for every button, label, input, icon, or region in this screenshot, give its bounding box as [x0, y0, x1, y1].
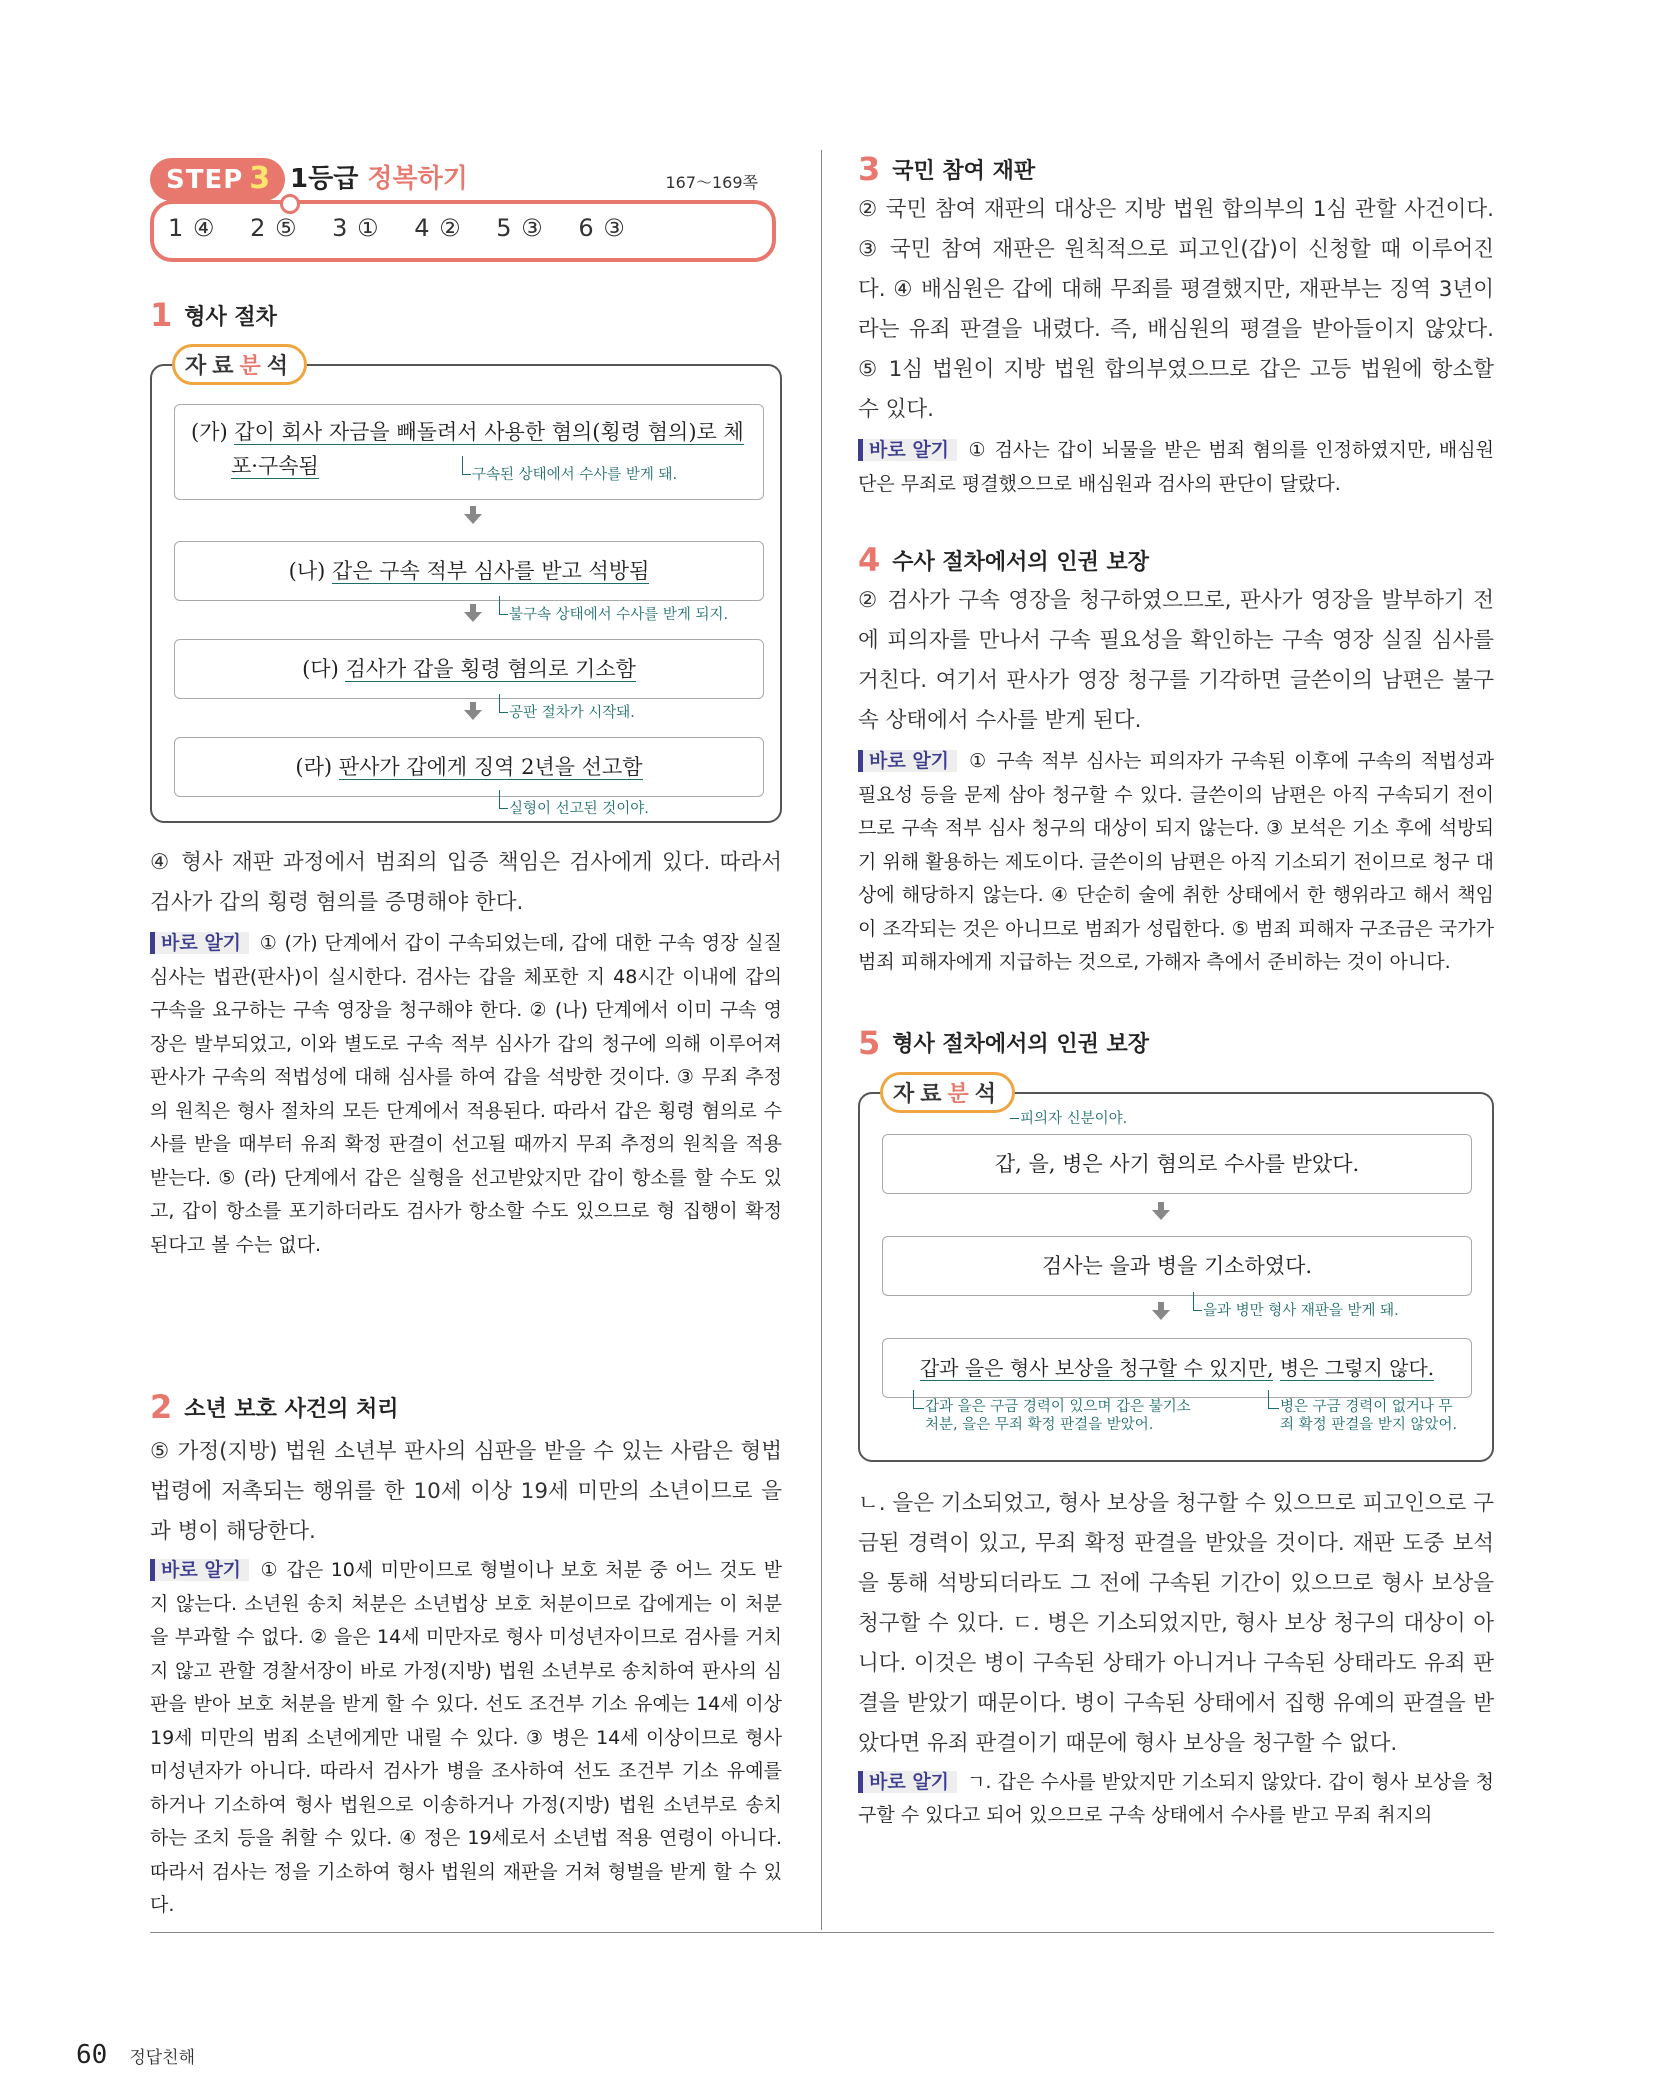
step-title-plain: 1등급 [290, 164, 359, 194]
bottom-rule [150, 1932, 1494, 1933]
card-text: 판사가 갑에게 징역 2년을 선고함 [338, 755, 643, 779]
answer-list [168, 214, 651, 242]
q3-number: 3 [858, 150, 881, 188]
page-range: 167～169쪽 [665, 173, 758, 192]
card-prefix: (나) [288, 559, 332, 583]
analysis-label-char: 분 [239, 354, 267, 379]
card-text: 병은 그렇지 않다. [1279, 1355, 1435, 1380]
step-label: STEP [166, 165, 244, 195]
analysis-label-char: 석 [974, 1081, 1003, 1107]
q2-explanation: ⑤ 가정(지방) 법원 소년부 판사의 심판을 받을 수 있는 사람은 형법 법령에 저촉되는 행위를 한 10세 이상 19세 미만의 소년이므로 을과 병이 해당한다. [150, 1439, 782, 1544]
analysis-label [172, 344, 307, 385]
q1-callout-ra [509, 800, 649, 818]
q1-card-ra [174, 737, 764, 797]
page-number: 60 [76, 2040, 108, 2070]
callout-text: 피의자 신분이야. [1020, 1110, 1128, 1127]
q4-explanation: ② 검사가 구속 영장을 청구하였으므로, 판사가 영장을 발부하기 전에 피의자를 만나서 구속 필요성을 확인하는 구속 영장 실질 심사를 거친다. 여기서 판사가 영장 청구를 기각하면 글쓴이의 남편은 불구속 상태에서 수사를 받게 된다. [858, 588, 1494, 733]
card-text: 갑이 회사 자금을 빼돌려서 사용한 혐의(횡령 혐의)로 체 [234, 420, 744, 444]
answer-item: 1 ④ [168, 214, 215, 242]
baro-algi-tag: 바로 알기 [150, 1559, 249, 1581]
q1-callout-ga [472, 466, 677, 484]
q3-heading [858, 150, 1494, 188]
q5-callout-left [925, 1398, 1195, 1434]
q1-note [150, 927, 782, 1262]
baro-algi-tag: 바로 알기 [858, 1771, 957, 1793]
analysis-label-char: 분 [947, 1081, 975, 1107]
baro-algi-tag: 바로 알기 [858, 439, 957, 461]
answer-item: 5 ③ [496, 214, 543, 242]
callout-text: 을과 병만 형사 재판을 받게 돼. [1203, 1302, 1399, 1319]
column-divider [821, 150, 822, 1930]
down-arrow-icon [1152, 1210, 1170, 1220]
card-prefix: (라) [295, 755, 339, 779]
q5-card-1 [882, 1134, 1472, 1194]
card-text: 갑과 을은 형사 보상을 청구할 수 있지만, [919, 1355, 1274, 1380]
analysis-label-char: 료 [212, 354, 240, 379]
down-arrow-icon [1152, 1310, 1170, 1320]
q1-number: 1 [150, 296, 173, 334]
answer-item: 6 ③ [578, 214, 625, 242]
q4-note-text: ① 구속 적부 심사는 피의자가 구속된 이후에 구속의 적법성과 필요성 등을 문제 삼아 청구할 수 있다. 글쓴이의 남편은 아직 구속되기 전이므로 구속 적부 심사 청구의 대상이 되지 않는다. ③ 보석은 기소 후에 석방되기 위해 활용하는 제도이다. 글쓴이의 남편은 아직 기소되기 전이므로 청구 대상에 해당하지 않는다. ④ 단순히 술에 취한 상태에서 한 행위라고 해서 책임이 조각되는 것은 아니므로 범죄가 성립한다. ⑤ 범죄 피해자 구조금은 국가가 범죄 피해자에게 지급하는 것으로, 가해자 측에서 준비하는 것이 아니다. [858, 750, 1494, 973]
q3-explanation: ② 국민 참여 재판의 대상은 지방 법원 합의부의 1심 관할 사건이다. ③ 국민 참여 재판은 원칙적으로 피고인(갑)이 신청할 때 이루어진다. ④ 배심원은 갑에 대해 무죄를 평결했지만, 재판부는 징역 3년이라는 유죄 판결을 내렸다. 즉, 배심원의 평결을 받아들이지 않았다. ⑤ 1심 법원이 지방 법원 합의부였으므로 갑은 고등 법원에 항소할 수 있다. [858, 197, 1494, 422]
card-prefix: (가) [191, 420, 235, 444]
q5-callout-mid [1203, 1302, 1399, 1320]
q1-card-da [174, 639, 764, 699]
callout-text: 구속된 상태에서 수사를 받게 돼. [472, 467, 678, 483]
q5-note [858, 1766, 1494, 1833]
q5-card-2 [882, 1236, 1472, 1296]
down-arrow-icon [464, 514, 482, 524]
baro-algi-tag: 바로 알기 [858, 750, 957, 772]
q1-callout-da [509, 704, 635, 722]
q2-title: 소년 보호 사건의 처리 [184, 1396, 399, 1422]
q5-title: 형사 절차에서의 인권 보장 [892, 1032, 1150, 1057]
analysis-label [880, 1072, 1015, 1113]
card-text: 포·구속됨 [231, 454, 319, 478]
analysis-label-char: 자 [893, 1081, 921, 1107]
analysis-label-char: 자 [185, 354, 213, 379]
q4-number: 4 [858, 541, 881, 579]
step-title [290, 158, 468, 195]
q4-title: 수사 절차에서의 인권 보장 [892, 549, 1150, 575]
card-text: 검사는 을과 병을 기소하였다. [1041, 1253, 1313, 1278]
q1-callout-na [509, 606, 728, 624]
q2-note [150, 1554, 782, 1923]
callout-text: 병은 구금 경력이 없거나 무죄 확정 판결을 받지 않았어. [1280, 1398, 1458, 1433]
q2-note-text: ① 갑은 10세 미만이므로 형벌이나 보호 처분 중 어느 것도 받지 않는다. 소년원 송치 처분은 소년법상 보호 처분이므로 갑에게는 이 처분을 부과할 수 없다. ② 을은 14세 미만자로 형사 미성년자이므로 검사를 거치지 않고 관할 경찰서장이 바로 가정(지방) 법원 소년부로 송치하여 판사의 심판을 받아 보호 처분을 받게 할 수 있다. 선도 조건부 기소 유예는 14세 이상 19세 미만의 범죄 소년에게만 내릴 수 있다. ③ 병은 14세 이상이므로 형사 미성년자가 아니다. 따라서 검사가 병을 조사하여 선도 조건부 기소 유예를 하거나 기소하여 형사 법원으로 이송하거나 가정(지방) 법원 소년부로 송치하는 조치 등을 취할 수 있다. ④ 정은 19세로서 소년법 적용 연령이 아니다. 따라서 검사는 정을 기소하여 형사 법원의 재판을 거쳐 형벌을 받게 할 수 있다. [150, 1559, 782, 1916]
book-label: 정답친해 [129, 2048, 196, 2068]
q1-heading [150, 296, 782, 334]
q5-analysis-box [858, 1081, 1494, 1462]
q1-title: 형사 절차 [184, 304, 277, 330]
q5-number: 5 [858, 1023, 881, 1062]
right-column [858, 150, 1494, 1833]
q1-explanation: ④ 형사 재판 과정에서 범죄의 입증 책임은 검사에게 있다. 따라서 검사가 갑의 횡령 혐의를 증명해야 한다. [150, 850, 782, 915]
step-badge [150, 158, 285, 201]
q3-title: 국민 참여 재판 [892, 158, 1036, 184]
card-prefix: (다) [302, 657, 346, 681]
analysis-label-char: 석 [266, 354, 295, 379]
answer-item: 4 ② [414, 214, 461, 242]
baro-algi-tag: 바로 알기 [150, 932, 249, 954]
q2-number: 2 [150, 1388, 173, 1426]
answer-item: 2 ⑤ [250, 214, 297, 242]
answer-item: 3 ① [332, 214, 379, 242]
left-column [150, 150, 782, 1916]
card-text: 검사가 갑을 횡령 혐의로 기소함 [345, 657, 636, 681]
down-arrow-icon [464, 710, 482, 720]
callout-text: 공판 절차가 시작돼. [509, 705, 635, 721]
step-header [150, 150, 782, 266]
q5-callout-top [1020, 1110, 1127, 1128]
q5-explanation: ㄴ. 을은 기소되었고, 형사 보상을 청구할 수 있으므로 피고인으로 구금된 경력이 있고, 무죄 확정 판결을 받았을 것이다. 재판 도중 보석을 통해 석방되더라도 그 전에 구속된 기간이 있으므로 형사 보상을 청구할 수 있다. ㄷ. 병은 기소되었지만, 형사 보상 청구의 대상이 아니다. 이것은 병이 구속된 상태가 아니거나 구속된 상태라도 유죄 판결을 받았기 때문이다. 병이 구속된 상태에서 집행 유예의 판결을 받았다면 유죄 판결이기 때문에 형사 보상을 청구할 수 없다. [858, 1490, 1494, 1756]
callout-text: 불구속 상태에서 수사를 받게 되지. [509, 607, 729, 623]
q3-note-text: ① 검사는 갑이 뇌물을 받은 범죄 혐의를 인정하였지만, 배심원단은 무죄로 평결했으므로 배심원과 검사의 판단이 달랐다. [858, 439, 1494, 495]
card-text: 갑, 을, 병은 사기 혐의로 수사를 받았다. [994, 1151, 1360, 1176]
analysis-label-char: 료 [920, 1081, 948, 1107]
q1-card-ga [174, 404, 764, 500]
q4-note [858, 745, 1494, 980]
page-footer [76, 2040, 195, 2070]
q5-note-text: ㄱ. 갑은 수사를 받았지만 기소되지 않았다. 갑이 형사 보상을 청구할 수 있다고 되어 있으므로 구속 상태에서 수사를 받고 무죄 취지의 [858, 1770, 1494, 1826]
step-dot [280, 194, 300, 214]
q5-heading [858, 1024, 1494, 1062]
q4-heading [858, 541, 1494, 579]
q2-content [150, 1432, 782, 1923]
q3-note [858, 434, 1494, 501]
q5-callout-right [1280, 1398, 1460, 1434]
card-text: 갑은 구속 적부 심사를 받고 석방됨 [331, 559, 650, 583]
q5-card-3 [882, 1338, 1472, 1398]
q1-analysis-box [150, 354, 782, 823]
step-title-highlight: 정복하기 [367, 164, 468, 194]
q1-note-text: ① (가) 단계에서 갑이 구속되었는데, 갑에 대한 구속 영장 실질 심사는 법관(판사)이 실시한다. 검사는 갑을 체포한 지 48시간 이내에 갑의 구속을 요구하는 구속 영장을 청구해야 한다. ② (나) 단계에서 이미 구속 영장은 발부되었고, 이와 별도로 구속 적부 심사가 갑의 청구에 의해 이루어져 판사가 구속의 적법성에 대해 심사를 하여 갑을 석방한 것이다. ③ 무죄 추정의 원칙은 형사 절차의 모든 단계에서 적용된다. 따라서 갑은 횡령 혐의로 수사를 받을 때부터 유죄 확정 판결이 선고될 때까지 무죄 추정의 원칙을 적용받는다. ⑤ (라) 단계에서 갑은 실형을 선고받았지만 갑이 항소를 할 수도 있고, 갑이 항소를 포기하더라도 검사가 항소할 수도 있으므로 형 집행이 확정된다고 볼 수는 없다. [150, 932, 782, 1256]
down-arrow-icon [464, 612, 482, 622]
callout-text: 갑과 을은 구금 경력이 있으며 갑은 불기소 처분, 을은 무죄 확정 판결을 받았어. [925, 1398, 1191, 1433]
step-number: 3 [249, 161, 272, 196]
q1-card-na [174, 541, 764, 601]
callout-text: 실형이 선고된 것이야. [509, 801, 649, 817]
q2-heading [150, 1388, 399, 1426]
